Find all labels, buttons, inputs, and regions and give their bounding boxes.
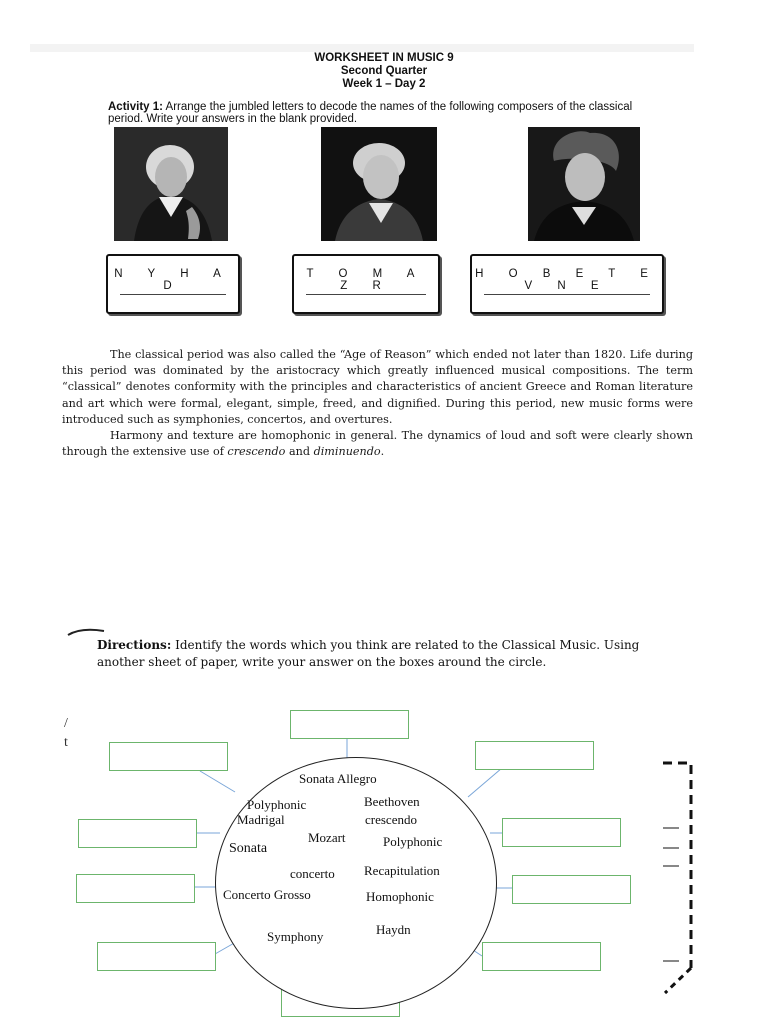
word-recapitulation: Recapitulation <box>364 863 440 878</box>
right-edge-dashed-bracket <box>655 758 700 1003</box>
classical-period-text <box>62 347 693 460</box>
jumble-letters-2: T O M A Z R <box>306 268 426 292</box>
directions-label: Directions: <box>97 638 172 652</box>
paragraph-1: The classical period was also called the “Age of Reason” which ended not later than 1820. Life during this period was dominated by the aristocracy which greatly influenced musical compositions. The term “classical” denotes conformity with the principles and characteristics of ancient Greece and Roman literature and art which were formal, elegant, simple, freed, and dignified. During this period, new music forms were introduced such as symphonies, concertos, and overtures. <box>62 348 693 426</box>
word-haydn: Haydn <box>376 922 411 937</box>
answer-blank-3[interactable] <box>484 294 650 295</box>
left-edge-fragment-2: t <box>64 735 68 750</box>
jumble-card-1 <box>106 254 240 314</box>
word-madrigal: Madrigal <box>237 812 285 827</box>
worksheet-title: WORKSHEET IN MUSIC 9 <box>314 52 454 64</box>
word-sonata-allegro: Sonata Allegro <box>299 771 377 786</box>
word-beethoven: Beethoven <box>364 794 420 809</box>
paragraph-2-text: Harmony and texture are homophonic in general. The dynamics of loud and soft were clearly shown through the extensive use of <box>62 429 693 459</box>
composer-portrait-beethoven <box>528 127 640 241</box>
word-polyphonic-1: Polyphonic <box>247 797 307 812</box>
word-circle <box>215 757 497 1009</box>
activity-label: Activity 1: <box>108 101 163 113</box>
worksheet-header <box>0 52 768 91</box>
activity-text: Arrange the jumbled letters to decode the names of the following composers of the classical period. Write your answers in the blank provided. <box>108 101 633 125</box>
composer-portrait-mozart <box>321 127 437 241</box>
term-crescendo: crescendo <box>227 445 286 459</box>
answer-box-lower-right[interactable] <box>512 875 631 904</box>
activity-instructions <box>108 101 648 125</box>
answer-box-bottom-right[interactable] <box>482 942 601 971</box>
answer-box-bottom-left[interactable] <box>97 942 216 971</box>
word-sonata: Sonata <box>229 841 268 856</box>
answer-box-mid-left[interactable] <box>78 819 197 848</box>
worksheet-quarter: Second Quarter <box>340 65 428 77</box>
curl-decoration <box>66 628 106 636</box>
word-polyphonic-2: Polyphonic <box>383 834 443 849</box>
word-concerto: concerto <box>290 866 335 881</box>
word-and: and <box>288 445 310 459</box>
word-homophonic: Homophonic <box>366 889 434 904</box>
worksheet-week: Week 1 – Day 2 <box>342 78 426 90</box>
word-concerto-grosso: Concerto Grosso <box>223 887 311 902</box>
jumble-card-3 <box>470 254 664 314</box>
answer-blank-2[interactable] <box>306 294 426 295</box>
jumble-letters-3: H O B E T E V N E <box>475 268 659 292</box>
jumble-letters-1: N Y H A D <box>114 268 232 292</box>
period-mark: . <box>380 445 385 459</box>
connector-upper-right <box>468 768 502 797</box>
left-edge-fragment: / <box>64 716 68 731</box>
paragraph-2 <box>62 428 693 460</box>
directions-block <box>97 637 657 670</box>
answer-box-upper-left[interactable] <box>109 742 228 771</box>
connector-upper-left <box>200 771 235 792</box>
answer-box-upper-right[interactable] <box>475 741 594 770</box>
word-mozart: Mozart <box>308 830 346 845</box>
composer-portrait-haydn <box>114 127 228 241</box>
answer-blank-1[interactable] <box>120 294 226 295</box>
answer-box-mid-right[interactable] <box>502 818 621 847</box>
directions-text: Identify the words which you think are related to the Classical Music. Using another sheet of paper, write your answer on the boxes around the circle. <box>97 638 640 669</box>
page-top-band <box>30 44 694 52</box>
jumble-card-2 <box>292 254 440 314</box>
word-crescendo: crescendo <box>365 812 417 827</box>
term-diminuendo: diminuendo <box>313 445 381 459</box>
answer-box-top[interactable] <box>290 710 409 739</box>
answer-box-lower-left[interactable] <box>76 874 195 903</box>
word-symphony: Symphony <box>267 929 324 944</box>
